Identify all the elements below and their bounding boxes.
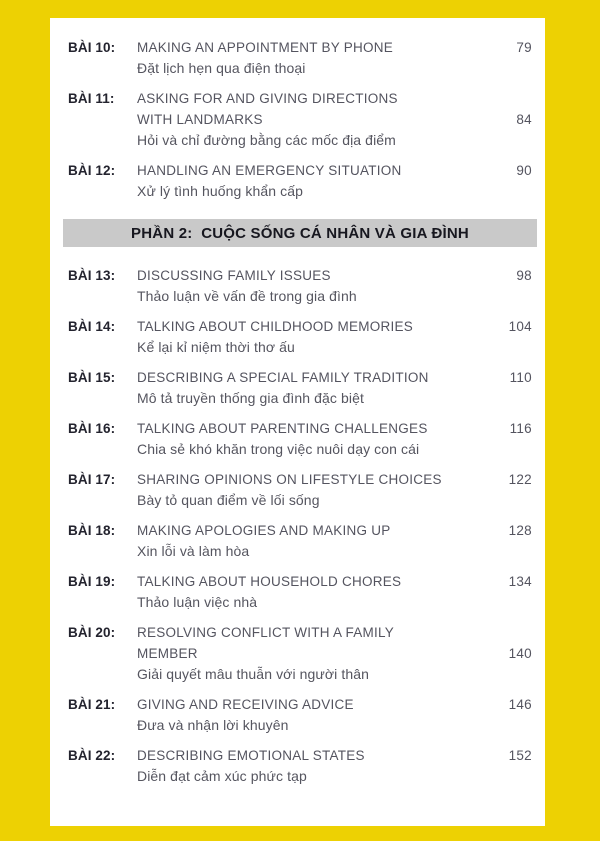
entry-subtitle: Thảo luận về vấn đề trong gia đình [137, 288, 357, 304]
entry-label: BÀI 22: [68, 748, 116, 763]
entry-title-line [137, 418, 532, 439]
entry-body [137, 418, 532, 460]
toc-entry [68, 694, 532, 736]
entry-page-number: 146 [508, 697, 532, 712]
entry-title-line [137, 622, 532, 643]
entry-subtitle: Xin lỗi và làm hòa [137, 543, 250, 559]
entry-title-text: MAKING APOLOGIES AND MAKING UP [137, 523, 391, 538]
entry-subtitle: Bày tỏ quan điểm về lối sống [137, 492, 320, 508]
entry-body [137, 622, 532, 685]
entry-label: BÀI 11: [68, 91, 115, 106]
entry-subtitle: Hỏi và chỉ đường bằng các mốc địa điểm [137, 132, 396, 148]
toc-entry [68, 88, 532, 151]
entry-body [137, 571, 532, 613]
entry-page-number: 116 [509, 421, 532, 436]
entry-label: BÀI 16: [68, 421, 116, 436]
entry-label: BÀI 18: [68, 523, 116, 538]
entry-title-line [137, 316, 532, 337]
entry-body [137, 469, 532, 511]
entry-body [137, 160, 532, 202]
entry-body [137, 88, 532, 151]
toc-entry [68, 367, 532, 409]
entry-title-text: MAKING AN APPOINTMENT BY PHONE [137, 40, 394, 55]
entry-body [137, 745, 532, 787]
entry-title-text: WITH LANDMARKS [137, 112, 263, 127]
entry-title-line [137, 694, 532, 715]
toc-entry [68, 37, 532, 79]
entry-label: BÀI 20: [68, 625, 116, 640]
entry-title-text: MEMBER [137, 646, 198, 661]
entry-subtitle: Diễn đạt cảm xúc phức tạp [137, 768, 307, 784]
table-of-contents [50, 37, 545, 787]
entry-label: BÀI 17: [68, 472, 116, 487]
entry-subtitle: Đưa và nhận lời khuyên [137, 717, 289, 733]
entry-page-number: 98 [516, 268, 532, 283]
entry-title-text: TALKING ABOUT CHILDHOOD MEMORIES [137, 319, 414, 334]
entry-title-text: DESCRIBING EMOTIONAL STATES [137, 748, 365, 763]
entry-title-text: HANDLING AN EMERGENCY SITUATION [137, 163, 402, 178]
entry-label: BÀI 15: [68, 370, 116, 385]
toc-entry [68, 469, 532, 511]
entry-label: BÀI 13: [68, 268, 116, 283]
section-header-title: PHẦN 2: CUỘC SỐNG CÁ NHÂN VÀ GIA ĐÌNH [131, 224, 469, 242]
entry-body [137, 265, 532, 307]
entry-title-line [137, 520, 532, 541]
entry-subtitle: Giải quyết mâu thuẫn với người thân [137, 666, 370, 682]
entry-title-line [137, 37, 532, 58]
entry-body [137, 367, 532, 409]
entry-body [137, 37, 532, 79]
toc-entry [68, 418, 532, 460]
entry-label: BÀI 19: [68, 574, 116, 589]
toc-entry [68, 520, 532, 562]
entry-label: BÀI 12: [68, 163, 116, 178]
entry-page-number: 134 [508, 574, 532, 589]
entry-page-number: 104 [508, 319, 532, 334]
entry-page-number: 152 [508, 748, 532, 763]
entry-label: BÀI 21: [68, 697, 116, 712]
toc-entry [68, 745, 532, 787]
entry-body [137, 520, 532, 562]
entry-title-line [137, 571, 532, 592]
section-header-band [63, 219, 537, 247]
entry-subtitle: Xử lý tình huống khẩn cấp [137, 183, 303, 199]
entry-subtitle: Thảo luận việc nhà [137, 594, 258, 610]
toc-page [50, 18, 545, 826]
entry-page-number: 128 [508, 523, 532, 538]
entry-title-line [137, 160, 532, 181]
entry-title-text: GIVING AND RECEIVING ADVICE [137, 697, 354, 712]
entry-body [137, 316, 532, 358]
entry-title-line [137, 367, 532, 388]
entry-title-line [137, 88, 532, 109]
entry-page-number: 79 [516, 40, 532, 55]
entry-label: BÀI 14: [68, 319, 116, 334]
entry-label: BÀI 10: [68, 40, 116, 55]
entry-title-text: DISCUSSING FAMILY ISSUES [137, 268, 331, 283]
entry-title-text: DESCRIBING A SPECIAL FAMILY TRADITION [137, 370, 429, 385]
entry-page-number: 110 [509, 370, 532, 385]
entry-page-number: 84 [516, 112, 532, 127]
entry-title-text: RESOLVING CONFLICT WITH A FAMILY [137, 625, 395, 640]
entry-title-line [137, 469, 532, 490]
entry-title-text: SHARING OPINIONS ON LIFESTYLE CHOICES [137, 472, 442, 487]
entry-subtitle: Đặt lịch hẹn qua điện thoại [137, 60, 306, 76]
toc-entry [68, 160, 532, 202]
entry-page-number: 140 [508, 646, 532, 661]
toc-entry [68, 622, 532, 685]
entry-title-line [137, 109, 532, 130]
toc-entry [68, 265, 532, 307]
entry-title-text: ASKING FOR AND GIVING DIRECTIONS [137, 91, 398, 106]
toc-entry [68, 571, 532, 613]
entry-body [137, 694, 532, 736]
entry-title-line [137, 745, 532, 766]
entry-subtitle: Kể lại kỉ niệm thời thơ ấu [137, 339, 295, 355]
entry-page-number: 122 [508, 472, 532, 487]
entry-title-line [137, 265, 532, 286]
entry-title-text: TALKING ABOUT PARENTING CHALLENGES [137, 421, 428, 436]
entry-title-text: TALKING ABOUT HOUSEHOLD CHORES [137, 574, 402, 589]
toc-entry [68, 316, 532, 358]
entry-title-line [137, 643, 532, 664]
entry-page-number: 90 [516, 163, 532, 178]
entry-subtitle: Mô tả truyền thống gia đình đặc biệt [137, 390, 364, 406]
entry-subtitle: Chia sẻ khó khăn trong việc nuôi dạy con cái [137, 441, 420, 457]
